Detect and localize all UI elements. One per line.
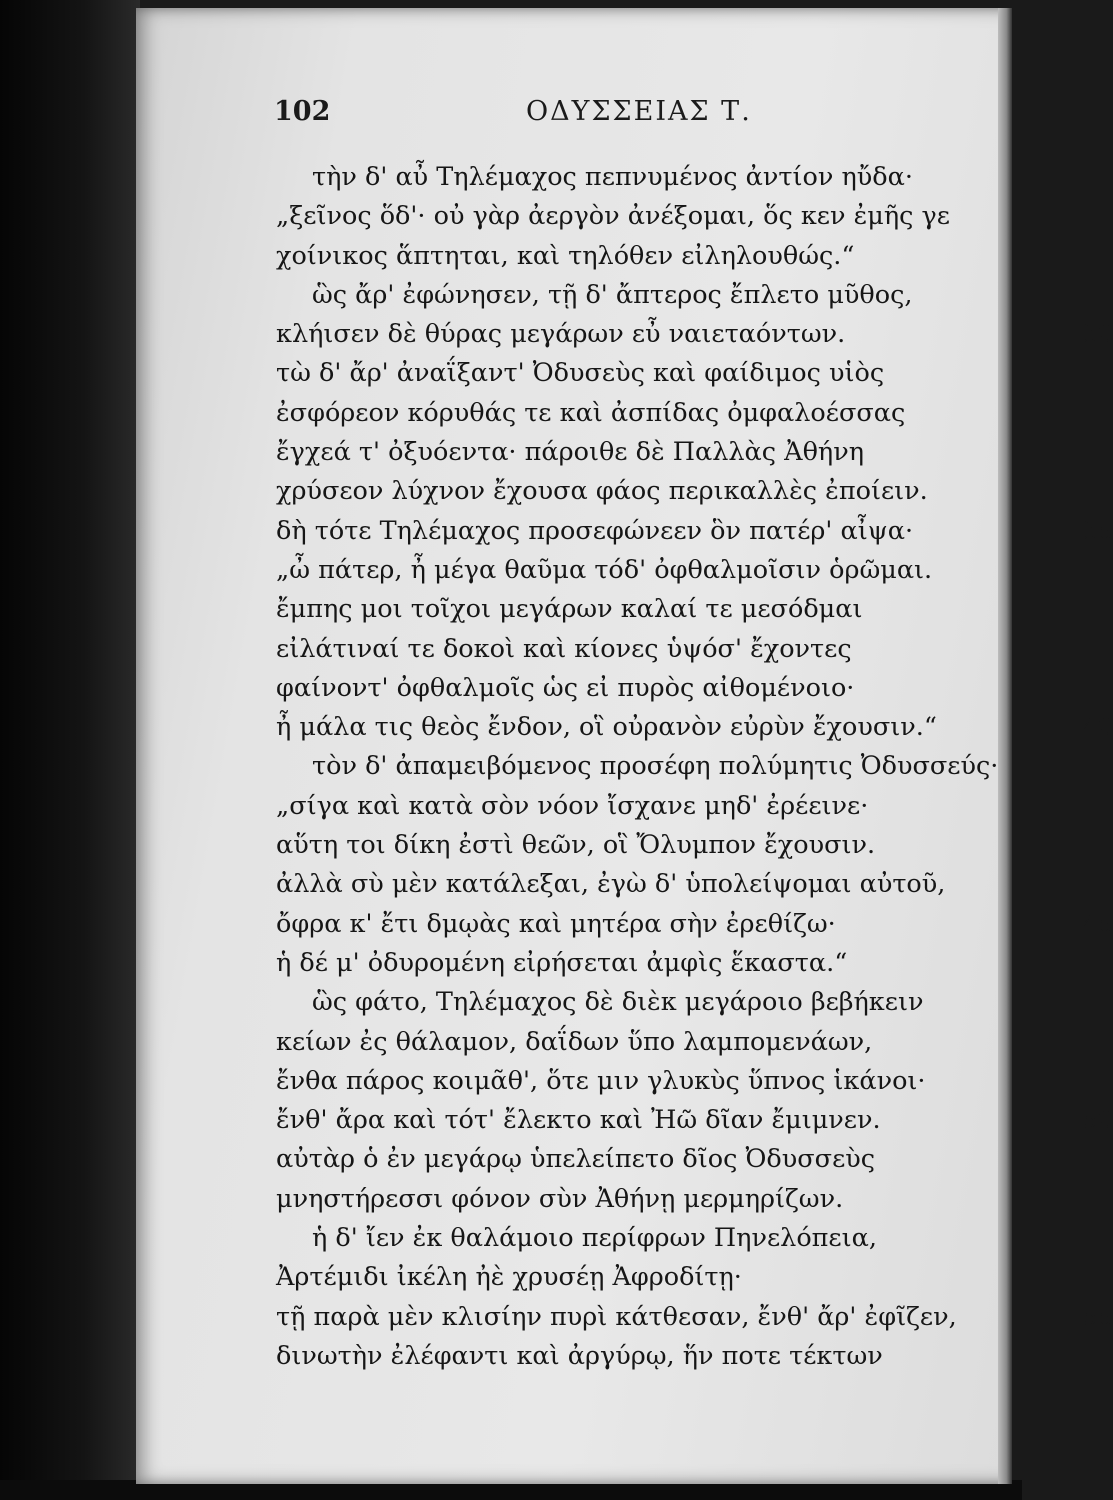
verse-text: αὕτη τοι δίκη ἐστὶ θεῶν, οἳ Ὄλυμπον ἔχουσιν. xyxy=(276,830,876,861)
verse-line xyxy=(276,590,996,629)
verse-text: „ξεῖνος ὅδ'· οὐ γὰρ ἀεργὸν ἀνέξομαι, ὅς κεν ἐμῆς γε xyxy=(276,201,950,232)
verse-text: ἔνθα πάρος κοιμᾶθ', ὅτε μιν γλυκὺς ὕπνος ἱκάνοι· xyxy=(276,1065,926,1096)
verse-text: ὄφρα κ' ἔτι δμῳὰς καὶ μητέρα σὴν ἐρεθίζω· xyxy=(276,908,836,939)
verse-text: τὴν δ' αὖ Τηλέμαχος πεπνυμένος ἀντίον ηὔδα· xyxy=(312,162,913,192)
verse-line xyxy=(276,826,996,865)
verse-text: Ἀρτέμιδι ἰκέλη ἠὲ χρυσέῃ Ἀφροδίτῃ· xyxy=(276,1262,742,1293)
verse-line xyxy=(276,983,996,1022)
verse-text: τὼ δ' ἄρ' ἀναΐξαντ' Ὀδυσεὺς καὶ φαίδιμος υἱὸς xyxy=(276,358,885,389)
verse-text: ἡ δέ μ' ὀδυρομένη εἰρήσεται ἀμφὶς ἕκαστα.“ xyxy=(276,947,848,978)
verse-line xyxy=(276,551,996,590)
page-header xyxy=(136,84,1012,134)
verse-line xyxy=(276,1101,1113,1140)
page-number: 102 xyxy=(274,96,331,127)
verse-text: ἀλλὰ σὺ μὲν κατάλεξαι, ἐγὼ δ' ὑπολείψομαι αὐτοῦ, xyxy=(276,869,946,900)
verse-line xyxy=(276,1298,1113,1337)
verse-line xyxy=(276,433,996,472)
verse-text: κείων ἐς θάλαμον, δαΐδων ὕπο λαμπομενάων, xyxy=(276,1026,873,1057)
verse-line xyxy=(276,944,996,983)
verse-text: κλήισεν δὲ θύρας μεγάρων εὖ ναιεταόντων. xyxy=(276,319,846,350)
verse-line xyxy=(276,905,1113,944)
verse-line xyxy=(276,669,996,708)
verse-line xyxy=(276,315,1113,354)
line-number: 35 xyxy=(1082,516,1113,545)
verse-text: „ὦ πάτερ, ἦ μέγα θαῦμα τόδ' ὀφθαλμοῖσιν ὁρῶμαι. xyxy=(276,554,933,585)
verse-line xyxy=(276,1219,996,1258)
verse-line xyxy=(276,512,1113,551)
verse-line xyxy=(276,1140,996,1179)
running-title: ΟΔΥΣΣΕΙΑΣ Τ. xyxy=(526,96,752,127)
verse-text: ἔνθ' ἄρα καὶ τότ' ἔλεκτο καὶ Ἠῶ δῖαν ἔμιμνεν. xyxy=(276,1105,881,1136)
verse-line xyxy=(276,1180,996,1219)
verse-text: „σίγα καὶ κατὰ σὸν νόον ἴσχανε μηδ' ἐρέεινε· xyxy=(276,790,869,821)
verse-text: δινωτὴν ἐλέφαντι καὶ ἀργύρῳ, ἥν ποτε τέκτων xyxy=(276,1340,883,1371)
verse-text: ἐσφόρεον κόρυθάς τε καὶ ἀσπίδας ὀμφαλοέσσας xyxy=(276,397,906,428)
verse-line xyxy=(276,197,996,236)
verse-text: χοίνικος ἅπτηται, καὶ τηλόθεν εἰληλουθώς.“ xyxy=(276,240,855,271)
verse-line xyxy=(276,1337,996,1376)
verse-line xyxy=(276,354,996,393)
verse-text: ἔμπης μοι τοῖχοι μεγάρων καλαί τε μεσόδμαι xyxy=(276,594,863,625)
verse-text: ὣς ἄρ' ἐφώνησεν, τῇ δ' ἄπτερος ἔπλετο μῦθος, xyxy=(312,279,913,310)
verse-line xyxy=(276,237,996,276)
verse-text: αὐτὰρ ὁ ἐν μεγάρῳ ὑπελείπετο δῖος Ὀδυσσεὺς xyxy=(276,1144,876,1175)
page-edge-shadow xyxy=(998,8,1012,1484)
verse-text: μνηστήρεσσι φόνον σὺν Ἀθήνῃ μερμηρίζων. xyxy=(276,1183,844,1214)
line-number: 40 xyxy=(1082,713,1113,742)
verse-text: ἦ μάλα τις θεὸς ἔνδον, οἳ οὐρανὸν εὐρὺν ἔχουσιν.“ xyxy=(276,712,937,743)
verse-text: τῇ παρὰ μὲν κλισίην πυρὶ κάτθεσαν, ἔνθ' ἄρ' ἐφῖζεν, xyxy=(276,1301,957,1332)
verse-text: χρύσεον λύχνον ἔχουσα φάος περικαλλὲς ἐποίειν. xyxy=(276,476,928,507)
line-number: 55 xyxy=(1082,1302,1113,1331)
verse-line xyxy=(276,1023,996,1062)
verse-text: εἰλάτιναί τε δοκοὶ καὶ κίονες ὑψόσ' ἔχοντες xyxy=(276,633,852,664)
verse-line xyxy=(276,787,996,826)
verse-line xyxy=(276,865,996,904)
verse-text: ἔγχεά τ' ὀξυόεντα· πάροιθε δὲ Παλλὰς Ἀθήνη xyxy=(276,437,864,468)
verse-line xyxy=(276,276,996,315)
verse-line xyxy=(276,472,996,511)
verse-text-block xyxy=(276,158,1113,1376)
verse-text: ὣς φάτο, Τηλέμαχος δὲ διὲκ μεγάροιο βεβήκειν xyxy=(312,987,924,1018)
verse-line xyxy=(276,1062,996,1101)
verse-line xyxy=(276,394,996,433)
line-number: 50 xyxy=(1082,1106,1113,1135)
verse-text: φαίνοντ' ὀφθαλμοῖς ὡς εἰ πυρὸς αἰθομένοιο· xyxy=(276,672,855,703)
verse-text: δὴ τότε Τηλέμαχος προσεφώνεεν ὃν πατέρ' αἶψα· xyxy=(276,515,914,546)
verse-line xyxy=(276,708,1113,747)
scan-border-left xyxy=(0,0,140,1500)
verse-line xyxy=(276,158,996,197)
verse-line xyxy=(276,1258,996,1297)
verse-line xyxy=(276,747,999,786)
line-number: 45 xyxy=(1082,909,1113,938)
line-number: 30 xyxy=(1082,320,1113,349)
book-page xyxy=(136,8,1113,1484)
verse-line xyxy=(276,630,996,669)
verse-text: ἡ δ' ἴεν ἐκ θαλάμοιο περίφρων Πηνελόπεια, xyxy=(312,1223,877,1254)
verse-text: τὸν δ' ἀπαμειβόμενος προσέφη πολύμητις Ὀδυσσεύς· xyxy=(312,751,999,782)
